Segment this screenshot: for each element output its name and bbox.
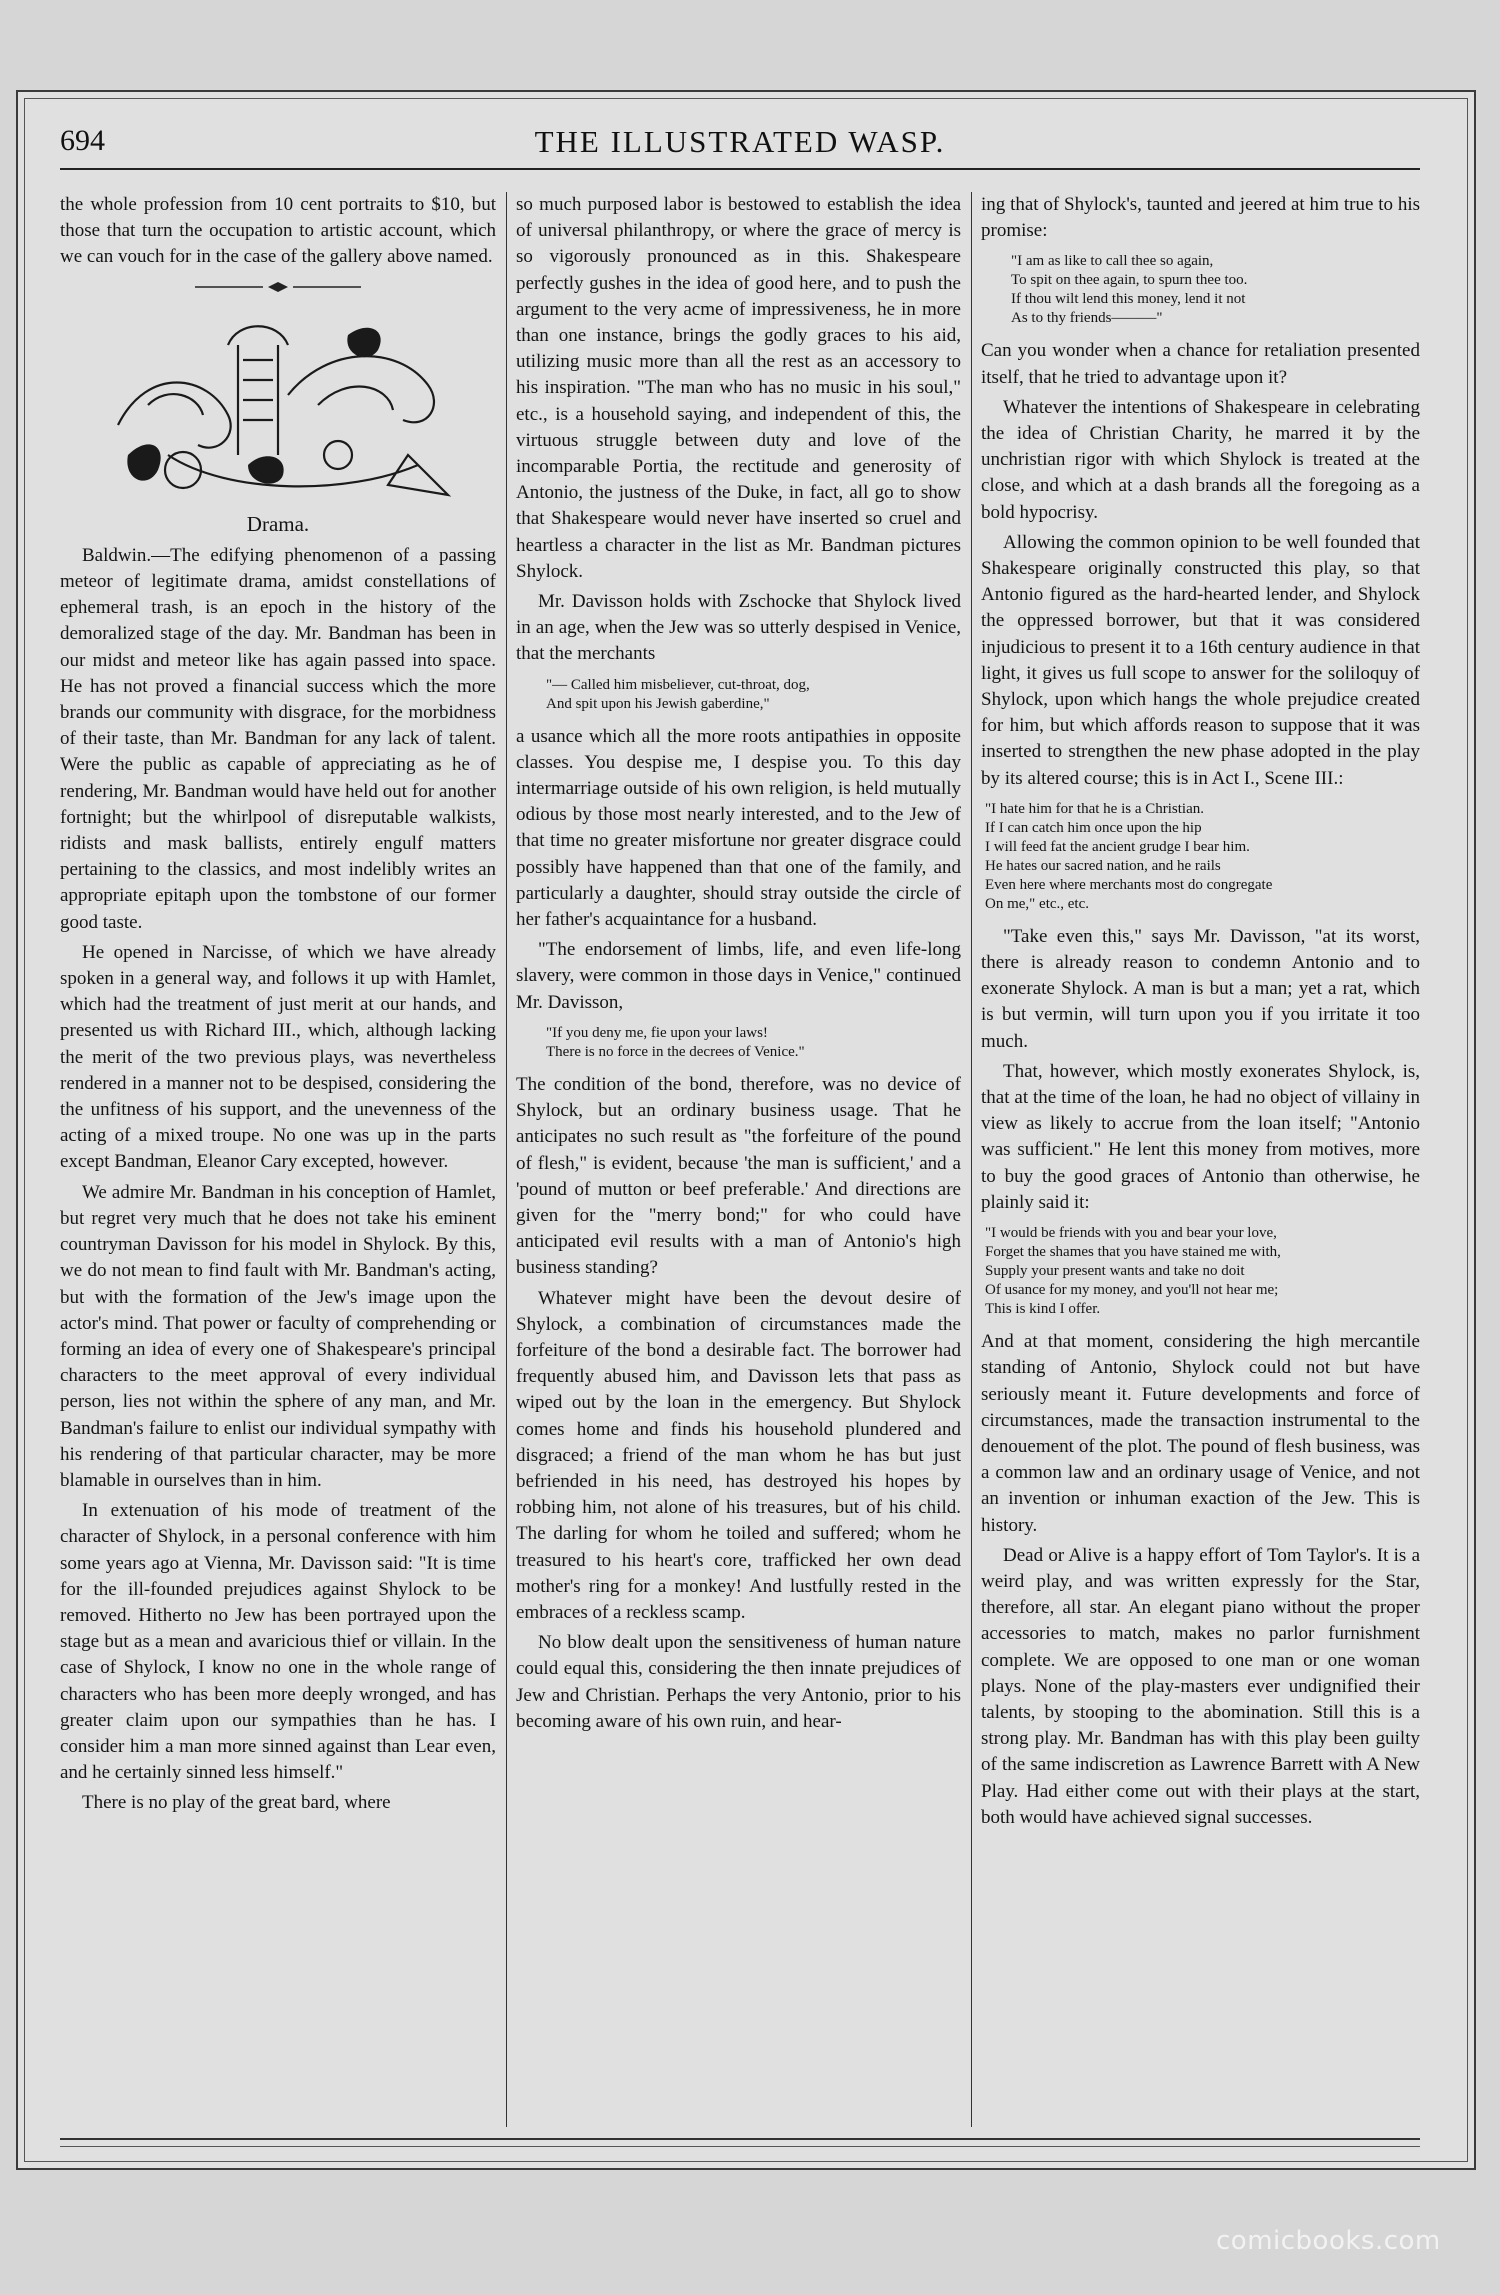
paragraph: so much purposed labor is bestowed to establish the idea of universal philanthropy, or where the grace of mercy is so vigorously pronounced as in this. Shakespeare perfectly gushes in the idea of good here, and to push the argument to the very acme of impressiveness, he in more than one instance, brings the godly graces to his aid, utilizing music more than all the rest as an accessory to his inspiration. "The man who has no music in his soul," etc., is a household saying, and independent of this, the virtuous struggle between duty and love of the incomparable Portia, the rectitude and generosity of Antonio, the justness of the Duke, in fact, all go to show that Shakespeare would never have inserted so cruel and heartless a character in the list as Mr. Bandman pictures Shylock. (516, 194, 961, 582)
paragraph: Mr. Davisson holds with Zschocke that Shylock lived in an age, when the Jew was so utterly despised in Venice, that the merchants (516, 591, 961, 665)
verse-line: Even here where merchants most do congregate (985, 876, 1273, 893)
verse-line: If thou wilt lend this money, lend it not (1011, 291, 1246, 308)
paragraph: Whatever the intentions of Shakespeare in celebrating the idea of Christian Charity, he marred it by the unchristian rigor with which Shylock is treated at the close, and which at a dash brands all the foregoing as a bold hypocrisy. (981, 396, 1420, 523)
paragraph: "Take even this," says Mr. Davisson, "at its worst, there is already reason to condemn Antonio and to exonerate Shylock. A man is but a man; yet a rat, which is but vermin, will turn upon you if you irritate it too much. (981, 925, 1420, 1052)
verse-line: As to thy friends———" (1011, 310, 1163, 327)
footer-rule (60, 2138, 1420, 2147)
paragraph: We admire Mr. Bandman in his conception of Hamlet, but regret very much that he does not take his eminent countryman Davisson for his model in Shylock. By this, we do not mean to find fault with Mr. Bandman's acting, but with the formation of the Jew's image upon the actor's mind. That power or faculty of comprehending or forming an idea of every one of Shakespeare's principal characters to the meet approval of every individual person, lies not within the sphere of any man, and Mr. Bandman's failure to enlist our individual sympathy with his rendering of that particular character, may be more blamable in ourselves than in him. (60, 1181, 496, 1491)
column-divider (971, 192, 972, 2127)
verse-line: Forget the shames that you have stained me with, (985, 1244, 1281, 1261)
paragraph: ing that of Shylock's, taunted and jeered at him true to his promise: (981, 194, 1420, 242)
column-divider (506, 192, 507, 2127)
verse-line: There is no force in the decrees of Venice." (546, 1043, 805, 1060)
verse-line: This is kind I offer. (985, 1301, 1101, 1318)
paragraph: No blow dealt upon the sensitiveness of human nature could equal this, considering the then innate prejudices of Jew and Christian. Perhaps the very Antonio, prior to his becoming aware of his own ruin, and hear- (516, 1632, 961, 1732)
paragraph: In extenuation of his mode of treatment of the character of Shylock, in a personal conference with him some years ago at Vienna, Mr. Davisson said: "It is time for the ill-founded prejudices against Shylock to be removed. Hitherto no Jew has been portrayed upon the stage but as a mean and avaricious thief or villain. In the case of Shylock, I know no one in the whole range of characters who has been more deeply wronged, and has greater claim upon our sympathies than he has. I consider him a man more sinned against than Lear even, and he certainly sinned less himself." (60, 1500, 496, 1784)
article-columns (60, 192, 1420, 2132)
verse-line: "— Called him misbeliever, cut-throat, dog, (546, 676, 810, 693)
paragraph: There is no play of the great bard, where (82, 1792, 391, 1814)
page-header (60, 118, 1420, 170)
verse-quote (546, 676, 961, 714)
verse-line: I will feed fat the ancient grudge I bear him. (985, 838, 1250, 855)
paragraph: a usance which all the more roots antipathies in opposite classes. You despise me, I despise you. To this day intermarriage outside of his own religion, is held mutually odious by those most nearly interested, and to the Jew of that time no greater misfortune nor greater disgrace could possibly have happened than that one of the family, and particularly a daughter, should stray outside the circle of her father's acquaintance for a husband. (516, 725, 961, 931)
paragraph: the whole profession from 10 cent portraits to $10, but those that turn the occupation to artistic account, which we can vouch for in the case of the gallery above named. (60, 194, 496, 268)
paragraph: Can you wonder when a chance for retaliation presented itself, that he tried to advantage upon it? (981, 340, 1420, 388)
verse-line: "I hate him for that he is a Christian. (985, 800, 1204, 817)
verse-line: On me," etc., etc. (985, 895, 1089, 912)
column-left (60, 192, 496, 2122)
paragraph: Allowing the common opinion to be well founded that Shakespeare originally constructed this play, so that Antonio figured as the hard-hearted lender, and Shylock the oppressed borrower, but that it was considered injudicious to present it to a 16th century audience in that light, it gives us full scope to answer for the soliloquy of Shylock, upon which hangs the whole prejudice created for him, but which affords reason to suppose that it was inserted to strengthen the new phase adopted in the play by its altered course; this is in Act I., Scene III.: (981, 531, 1420, 789)
verse-line: He hates our sacred nation, and he rails (985, 857, 1221, 874)
verse-line: Supply your present wants and take no doit (985, 1263, 1245, 1280)
verse-quote (546, 1024, 961, 1062)
verse-quote (985, 1224, 1420, 1319)
section-heading: Drama. (246, 511, 310, 536)
drama-lyre-scroll-illustration-icon (88, 305, 468, 505)
verse-line: "If you deny me, fie upon your laws! (546, 1024, 768, 1041)
paragraph: And at that moment, considering the high mercantile standing of Antonio, Shylock could not but have seriously meant it. Future developments and force of circumstances, made the transaction instrumental to the denouement of the plot. The pound of flesh business, was a common law and an ordinary usage of Venice, and not an invention or inhuman exaction of the Jew. This is history. (981, 1331, 1420, 1536)
verse-line: "I would be friends with you and bear your love, (985, 1225, 1277, 1242)
verse-line: "I am as like to call thee so again, (1011, 253, 1214, 270)
verse-line: If I can catch him once upon the hip (985, 819, 1202, 836)
verse-quote (985, 800, 1420, 914)
paragraph: Dead or Alive is a happy effort of Tom Taylor's. It is a weird play, and was written expressly for the Star, therefore, all star. An elegant piano without the proper accessories to match, makes no parlor furnishment complete. We are opposed to one man or one woman plays. None of the play-masters ever undignified their talents, by stooping to the abomination. Still this is a strong play. Mr. Bandman has with this play been guilty of the same indiscretion as Lawrence Barrett with A New Play. Had either come out with their plays at the start, both would have achieved signal successes. (981, 1544, 1420, 1828)
publication-title: THE ILLUSTRATED WASP. (534, 124, 946, 159)
paragraph: The condition of the bond, therefore, was no device of Shylock, but an ordinary business usage. That he anticipates no such result as "the forfeiture of the pound of flesh," is evident, because 'the man is sufficient,' and a 'pound of mutton or beef preferable.' And directions are given for the "merry bond;" for who could have anticipated evil results with a man of Antonio's high business standing? (516, 1073, 961, 1279)
ornamental-rule-icon (193, 281, 363, 293)
paragraph: "The endorsement of limbs, life, and even life-long slavery, were common in those days in Venice," continued Mr. Davisson, (516, 939, 961, 1013)
page-number: 694 (60, 124, 105, 157)
verse-line: And spit upon his Jewish gaberdine," (546, 695, 770, 712)
paragraph: Whatever might have been the devout desire of Shylock, a combination of circumstances made the forfeiture of the bond a desirable fact. The borrower had frequently abused him, and Davisson lets that pass as wiped out by the loan in the emergency. But Shylock comes home and finds his household plundered and disgraced; a friend of the man whom he has but just befriended in his need, has destroyed his hopes by robbing him, not alone of his treasures, but of his child. The darling for whom he toiled and suffered; whom he treasured to his heart's core, trafficked her own dead mother's ring for a monkey! And lustfully rested in the embraces of a reckless scamp. (516, 1287, 961, 1623)
watermark: comicbooks.com (1216, 2226, 1441, 2256)
paragraph: That, however, which mostly exonerates Shylock, is, that at the time of the loan, he had no object of villainy in view as likely to accrue from the loan itself; "Antonio was sufficient." He lent this money from motives, more to buy the good graces of Antonio than otherwise, he plainly said it: (981, 1060, 1420, 1213)
verse-line: Of usance for my money, and you'll not hear me; (985, 1282, 1279, 1299)
paragraph: Baldwin.—The edifying phenomenon of a passing meteor of legitimate drama, amidst constellations of ephemeral trash, is an epoch in the history of the demoralized stage of the day. Mr. Bandman has been in our midst and meteor like has again passed into space. He has not proved a financial success which the more brands our community with disgrace, for the morbidness of their taste, than Mr. Bandman for any lack of talent. Were the public as capable of appreciating as he of rendering, Mr. Bandman would have held out for another fortnight; but the whirlpool of disreputable walkists, ridists and mask ballists, entirely engulf matters pertaining to the classics, and most indelibly writes an appropriate epitaph upon the tombstone of our former good taste. (60, 544, 496, 933)
verse-line: To spit on thee again, to spurn thee too. (1011, 272, 1248, 289)
column-middle (516, 192, 961, 2122)
paragraph: He opened in Narcisse, of which we have already spoken in a general way, and follows it up with Hamlet, which had the treatment of just merit at our hands, and presented us with Richard III., which, although lacking the merit of the two previous plays, was nevertheless rendered in a manner not to be despised, considering the the unfitness of his support, and the unevenness of the acting of a mixed troupe. No one was up in the parts except Bandman, Eleanor Cary excepted, however. (60, 941, 496, 1173)
column-right (981, 192, 1420, 2122)
verse-quote (1011, 252, 1420, 328)
